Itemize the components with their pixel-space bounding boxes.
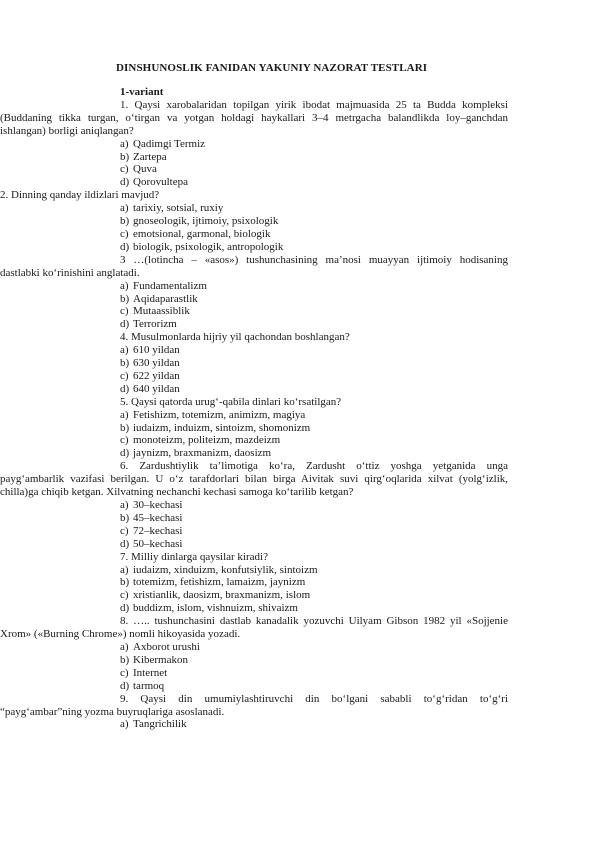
answer-option xyxy=(88,538,508,551)
option-letter: d) xyxy=(120,382,130,395)
option-text: Kibermakon xyxy=(133,653,188,666)
option-text: Aqidaparastlik xyxy=(133,292,198,305)
questions-container xyxy=(0,86,508,731)
option-text: Mutaassiblik xyxy=(133,305,190,318)
option-text: monoteizm, politeizm, mazdeizm xyxy=(133,434,281,447)
option-letter: c) xyxy=(120,227,129,240)
option-text: tarmoq xyxy=(133,679,165,692)
option-text: Qadimgi Termiz xyxy=(133,137,206,150)
answer-option xyxy=(88,383,508,396)
document-title: DINSHUNOSLIK FANIDAN YAKUNIY NAZORAT TESTLARI xyxy=(116,62,428,74)
answer-option xyxy=(88,370,508,383)
question-text: 5. Qaysi qatorda urug‘-qabila dinlari ko‘rsatilgan? xyxy=(120,395,342,408)
option-letter: a) xyxy=(120,344,129,357)
answer-option xyxy=(88,228,508,241)
question-text: 3 …(lotincha – «asos») tushunchasining ma’nosi muayyan ijtimoiy hodisaning dastlabki ko‘rinishini anglatadi. xyxy=(0,253,508,279)
option-letter: a) xyxy=(120,408,129,421)
answer-option xyxy=(88,718,508,731)
answer-option xyxy=(88,202,508,215)
option-letter: d) xyxy=(120,318,130,331)
answer-option xyxy=(88,434,508,447)
answer-option xyxy=(88,305,508,318)
option-letter: a) xyxy=(120,640,129,653)
answer-option xyxy=(88,176,508,189)
question-list xyxy=(0,98,508,731)
variant-label: 1-variant xyxy=(120,86,164,98)
answer-option xyxy=(88,241,508,254)
option-text: emotsional, garmonal, biologik xyxy=(133,227,271,240)
answer-option xyxy=(88,589,508,602)
answer-option xyxy=(88,680,508,693)
option-text: tarixiy, sotsial, ruxiy xyxy=(133,202,224,215)
option-letter: b) xyxy=(120,421,130,434)
answer-option xyxy=(88,215,508,228)
answer-option xyxy=(88,512,508,525)
option-letter: b) xyxy=(120,653,130,666)
option-letter: b) xyxy=(120,215,130,228)
answer-option xyxy=(88,667,508,680)
option-letter: c) xyxy=(120,524,129,537)
option-letter: a) xyxy=(120,563,129,576)
option-text: 45–kechasi xyxy=(133,511,183,524)
option-text: 610 yildan xyxy=(133,344,180,357)
option-letter: a) xyxy=(120,279,129,292)
answer-option xyxy=(88,447,508,460)
option-letter: d) xyxy=(120,447,130,460)
option-letter: c) xyxy=(120,666,129,679)
option-letter: a) xyxy=(120,137,129,150)
option-letter: d) xyxy=(120,537,130,550)
option-letter: c) xyxy=(120,163,129,176)
option-text: 640 yildan xyxy=(133,382,180,395)
option-letter: d) xyxy=(120,176,130,189)
answer-option xyxy=(88,654,508,667)
option-text: Quva xyxy=(133,163,157,176)
answer-option xyxy=(88,163,508,176)
option-letter: d) xyxy=(120,240,130,253)
option-text: xristianlik, daosizm, braxmanizm, islom xyxy=(133,589,311,602)
option-text: Internet xyxy=(133,666,168,679)
option-text: Fetishizm, totemizm, animizm, magiya xyxy=(133,408,306,421)
answer-option xyxy=(88,564,508,577)
option-letter: b) xyxy=(120,292,130,305)
option-letter: b) xyxy=(120,576,130,589)
option-letter: a) xyxy=(120,499,129,511)
answer-option xyxy=(88,409,508,422)
option-text: Fundamentalizm xyxy=(133,279,207,292)
question-text: 7. Milliy dinlarga qaysilar kiradi? xyxy=(120,550,268,563)
option-letter: d) xyxy=(120,602,130,615)
answer-option xyxy=(88,357,508,370)
option-letter: b) xyxy=(120,150,130,163)
option-text: Axborot urushi xyxy=(133,640,200,653)
answer-option xyxy=(88,344,508,357)
answer-option xyxy=(88,602,508,615)
question-text: 1. Qaysi xarobalaridan topilgan yirik ibodat majmuasida 25 ta Budda kompleksi (Buddaning tikka turgan, o‘tirgan va yotgan holdagi haykallari 3–4 metrgacha balandlikda loy–ganchdan ishlangan) borligi aniqlangan? xyxy=(0,98,508,137)
option-text: iudaizm, induizm, sintoizm, shomonizm xyxy=(133,421,311,434)
option-letter: c) xyxy=(120,369,129,382)
option-text: Terrorizm xyxy=(133,318,177,331)
question-text: 9. Qaysi din umumiylashtiruvchi din bo‘lgani sababli to‘g‘ridan to‘g‘ri “payg‘ambar”ning yozma buyruqlariga asoslanadi. xyxy=(0,692,508,718)
option-letter: c) xyxy=(120,434,129,447)
question-text: 2. Dinning qanday ildizlari mavjud? xyxy=(0,189,160,202)
answer-option xyxy=(88,576,508,589)
answer-option xyxy=(88,641,508,654)
option-letter: b) xyxy=(120,511,130,524)
question-text: 4. Musulmonlarda hijriy yil qachondan boshlangan? xyxy=(120,331,350,344)
answer-option xyxy=(88,422,508,435)
option-text: jaynizm, braxmanizm, daosizm xyxy=(133,447,272,460)
option-text: 630 yildan xyxy=(133,357,180,370)
answer-option xyxy=(88,499,508,512)
question-text: 6. Zardushtiylik ta’limotiga ko‘ra, Zardusht o‘ttiz yoshga yetganida unga payg‘ambarlik vazifasi berilgan. U o‘z tarafdorlari bilan birga Aivitak suvi qirg‘oqlarida xilvat (yolg‘izlik, chilla)ga chiqib ketgan. Xilvatning nechanchi kechasi samoga ko‘tarilib ketgan? xyxy=(0,460,508,499)
answer-option xyxy=(88,280,508,293)
option-text: Tangrichilik xyxy=(133,718,187,731)
option-letter: c) xyxy=(120,305,129,318)
option-letter: b) xyxy=(120,357,130,370)
option-text: Zartepa xyxy=(133,150,167,163)
option-text: buddizm, islom, vishnuizm, shivaizm xyxy=(133,602,298,615)
option-text: 50–kechasi xyxy=(133,537,183,550)
option-text: 30–kechasi xyxy=(133,499,183,511)
option-letter: a) xyxy=(120,202,129,215)
question-text: 8. ….. tushunchasini dastlab kanadalik yozuvchi Uilyam Gibson 1982 yil «Sojjenie Xrom» («Burning Chrome») nomli hikoyasida yozadi. xyxy=(0,615,508,641)
option-text: biologik, psixologik, antropologik xyxy=(133,240,284,253)
option-letter: a) xyxy=(120,718,129,731)
option-text: Qorovultepa xyxy=(133,176,188,189)
answer-option xyxy=(88,138,508,151)
option-letter: d) xyxy=(120,679,130,692)
answer-option xyxy=(88,318,508,331)
option-text: iudaizm, xinduizm, konfutsiylik, sintoizm xyxy=(133,563,318,576)
answer-option xyxy=(88,525,508,538)
answer-option xyxy=(88,293,508,306)
option-text: 72–kechasi xyxy=(133,524,183,537)
answer-option xyxy=(88,151,508,164)
option-text: totemizm, fetishizm, lamaizm, jaynizm xyxy=(133,576,306,589)
option-text: gnoseologik, ijtimoiy, psixologik xyxy=(133,215,279,228)
option-letter: c) xyxy=(120,589,129,602)
option-text: 622 yildan xyxy=(133,369,180,382)
